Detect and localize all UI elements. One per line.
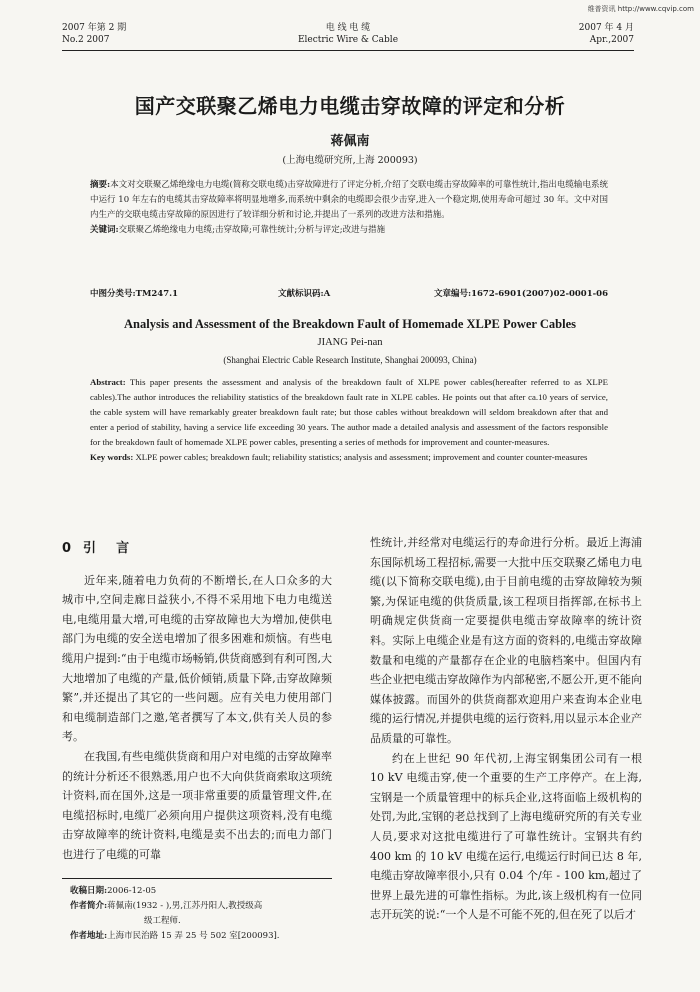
affiliation-cn: (上海电缆研究所,上海 200093) — [282, 155, 418, 166]
article-title-cn: 国产交联聚乙烯电力电缆击穿故障的评定和分析 — [134, 94, 566, 118]
author-cn: 蒋佩南 — [330, 134, 370, 149]
section-heading: 0 引 言 — [62, 541, 130, 556]
watermark: 维普资讯 http://www.cqvip.com — [587, 5, 694, 13]
issue-info: 2007 年第 2 期 No.2 2007 — [62, 23, 127, 45]
paragraph: 在我国,有些电缆供货商和用户对电缆的击穿故障率的统计分析还不很熟悉,用户也不大向供货商索取这项统计资料,而在国外,这是一项非常重要的质量管理文件,在电缆招标时,电缆厂必须向用户提供这项资料,没有电缆击穿故障率的统计资料,电缆是卖不出去的;而电力部门也进行了电缆的可靠 — [62, 749, 332, 861]
article-title-en: Analysis and Assessment of the Breakdown Fault of Homemade XLPE Power Cables — [124, 317, 576, 331]
document-code: 文献标识码:A — [278, 289, 331, 299]
paragraph: 性统计,并经常对电缆运行的寿命进行分析。最近上海浦东国际机场工程招标,需要一大批中压交联聚乙烯电力电缆(以下简称交联电缆),由于目前电缆的击穿故障较为频繁,为保证电缆的供货质量,该工程项目指挥部,在标书上明确规定供货商一定要提供电缆击穿故障率的统计资料。实际上电缆企业是有这方面的资料的,电缆击穿故障数量和电缆的产量都存在企业的电脑档案中。但国内有些企业把电缆击穿故障作为内部秘密,不愿公开,更不能向媒体披露。而国外的供货商都欢迎用户来查询本企业电缆的运行情况,并提供电缆的运行资料,用以显示本企业产品质量的可靠性。 — [370, 536, 642, 745]
affiliation-en: (Shanghai Electric Cable Research Institute, Shanghai 200093, China) — [223, 355, 477, 365]
footnote-rule — [62, 878, 332, 879]
abstract-en: Abstract: This paper presents the assessment and analysis of the breakdown fault of XLPE power cables(hereafter referred to as XLPE cables).The author introduces the reliability statistics of the breakdown fault rate in XLPE cables. He points out that after ca.10 years of service, the cable system will have remarkably greater breakdown fault rate; but those cables without breakdown will seldom breakdown after that and enter a period of stability, having a service life exceeding 30 years. The author made a detailed analysis and assessment of the factors responsible for the breakdown fault of homemade XLPE power cables, presenting a series of methods for improvement and counter-measures. Key words: XLPE power cables; breakdown fault; reliability statistics; analysis and assessment; improvement and counter counter-measures — [90, 377, 608, 462]
keywords-cn: 交联聚乙烯绝缘电力电缆;击穿故障;可靠性统计;分析与评定;改进与措施 — [118, 225, 386, 235]
body-column-left — [62, 533, 332, 865]
paragraph: 约在上世纪 90 年代初,上海宝钢集团公司有一根 10 kV 电缆击穿,使一个重要的生产工序停产。在上海,宝钢是一个质量管理中的标兵企业,这将面临上级机构的处罚,为此,宝钢的老总找到了上海电缆研究所的有关专业人员,要求对这批电缆进行了可靠性统计。宝钢共有约 400 km 的 10 kV 电缆在运行,电缆运行时间已达 8 年,电缆击穿故障率很小,只有 0.04 个/年 - 100 km,超过了世界上最先进的可靠性指标。为此,该上级机构有一位同志开玩笑的说:“一个人是不可能不死的,但在死了以后才 — [370, 751, 642, 922]
author-bio: 作者简介: 蒋佩南(1932 - ),男,江苏丹阳人,教授级高 — [70, 901, 263, 911]
author-address: 作者地址: 上海市民治路 15 弄 25 号 502 室[200093]. — [70, 931, 280, 941]
clc-number: 中图分类号:TM247.1 — [90, 289, 178, 299]
body-column-right — [370, 533, 642, 925]
paragraph: 近年来,随着电力负荷的不断增长,在人口众多的大城市中,空间走廊日益狭小,不得不采用地下电力电缆送电,电缆用量大增,可电缆的击穿故障也大为增加,使供电部门为电缆的安全送电增加了很多困难和烦恼。有些电缆用户提到:“由于电缆市场畅销,供货商感到有利可图,大大地增加了电缆的产量,低价倾销,质量下降,击穿故障频繁”,并还提出了其它的一些问题。应有关电力使用部门和电缆制造部门之邀,笔者撰写了本文,供有关人员的参考。 — [62, 573, 332, 744]
classification-row — [90, 287, 608, 301]
abstract-cn: 摘要:本文对交联聚乙烯绝缘电力电缆(简称交联电缆)击穿故障进行了评定分析,介绍了交联电缆击穿故障率的可靠性统计,指出电缆输电系统中运行 10 年左右的电缆其击穿故障率将明显地增多,而系统中剩余的电缆即会很少击穿,进入一个稳定期,使用寿命可超过 30 年。文中对国内生产的交联电缆击穿故障的原因进行了较详细分析和讨论,并提出了一系列的改进方法和措施。 关键词:交联聚乙烯绝缘电力电缆;击穿故障;可靠性统计;分析与评定;改进与措施 — [90, 180, 609, 235]
issue-date: 2007 年 4 月 Apr.,2007 — [578, 23, 634, 45]
received-date: 收稿日期: 2006-12-05 — [70, 886, 157, 896]
keywords-en: XLPE power cables; breakdown fault; reliability statistics; analysis and assessment; improvement and counter counter-measures — [133, 452, 588, 462]
journal-name: 电 线 电 缆 Electric Wire & Cable — [297, 23, 399, 45]
header-rule — [62, 50, 634, 51]
footnote — [70, 884, 332, 944]
author-en: JIANG Pei-nan — [317, 337, 383, 348]
author-bio-cont: 级工程师. — [144, 916, 181, 926]
article-number: 文章编号:1672-6901(2007)02-0001-06 — [433, 289, 608, 299]
